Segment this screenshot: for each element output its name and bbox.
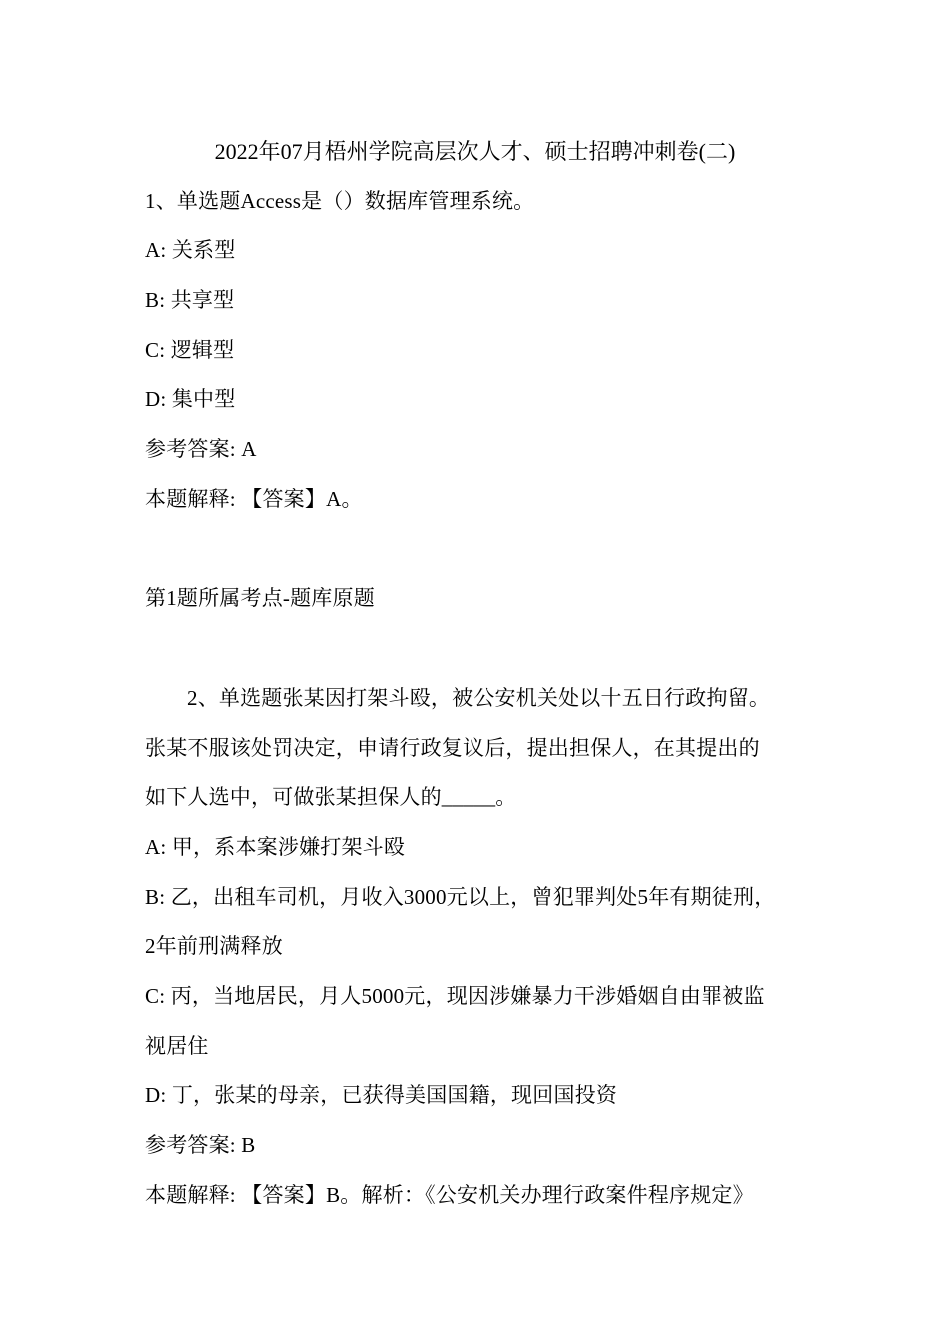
question-2-option-a: A: 甲，系本案涉嫌打架斗殴 <box>145 835 406 859</box>
question-1-answer: 参考答案: A <box>145 437 257 461</box>
question-2-option-c-line-1: C: 丙，当地居民，月人5000元，现因涉嫌暴力干涉婚姻自由罪被监 <box>145 984 765 1008</box>
question-2-option-b-line-1: B: 乙，出租车司机，月收入3000元以上，曾犯罪判处5年有期徒刑， <box>145 885 776 909</box>
question-2-stem-line-2: 张某不服该处罚决定，申请行政复议后，提出担保人，在其提出的 <box>145 736 760 760</box>
question-1-explanation: 本题解释: 【答案】A。 <box>145 487 363 511</box>
question-2-option-b-line-2: 2年前刑满释放 <box>145 934 283 958</box>
question-1-topic: 第1题所属考点-题库原题 <box>145 586 375 610</box>
question-1-option-a: A: 关系型 <box>145 238 236 262</box>
question-1-option-b: B: 共享型 <box>145 288 235 312</box>
document-title: 2022年07月梧州学院高层次人才、硕士招聘冲刺卷(二) <box>214 139 736 164</box>
question-2-answer: 参考答案: B <box>145 1133 256 1157</box>
question-1-option-d: D: 集中型 <box>145 387 236 411</box>
question-2-explanation: 本题解释: 【答案】B。解析：《公安机关办理行政案件程序规定》 <box>145 1183 754 1207</box>
question-2-stem-line-1: 2、单选题张某因打架斗殴，被公安机关处以十五日行政拘留。 <box>187 686 771 710</box>
question-1-option-c: C: 逻辑型 <box>145 338 235 362</box>
question-2-stem-line-3: 如下人选中，可做张某担保人的_____。 <box>145 785 517 809</box>
question-2-option-d: D: 丁，张某的母亲，已获得美国国籍，现回国投资 <box>145 1083 618 1107</box>
question-2-option-c-line-2: 视居住 <box>145 1034 209 1058</box>
question-1-stem: 1、单选题Access是（）数据库管理系统。 <box>145 189 535 213</box>
